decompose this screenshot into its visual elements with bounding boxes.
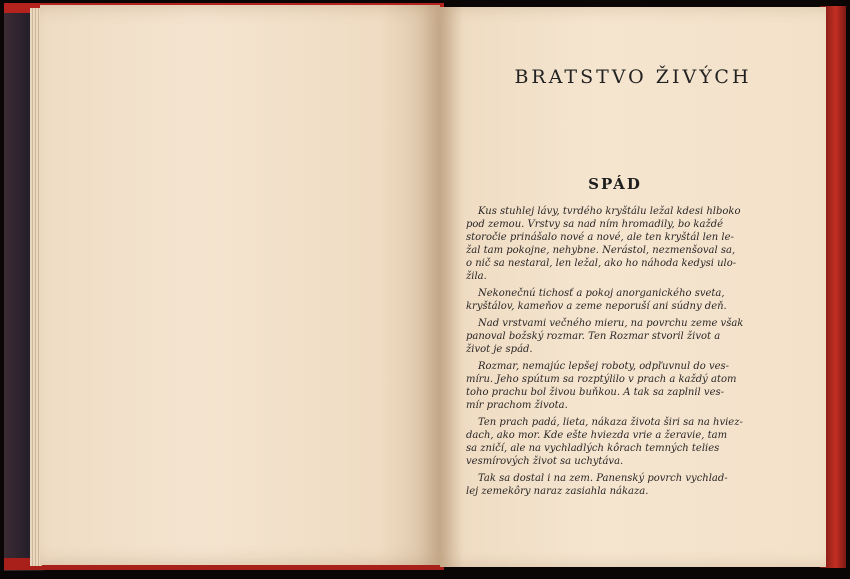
chapter-title: SPÁD bbox=[588, 175, 642, 193]
paragraph: Nekonečnú tichosť a pokoj anorganického sveta, kryštálov, kameňov a zeme neporuší ani súdny deň. bbox=[466, 288, 727, 312]
paragraph: Rozmar, nemajúc lepšej roboty, odpľuvnul do ves- míru. Jeho spútum sa rozptýlilo v prach a každý atom toho prachu bol živou buňkou. A tak sa zaplnil ves- mír prachom života. bbox=[466, 361, 737, 411]
body-text bbox=[466, 205, 762, 502]
paragraph: Tak sa dostal i na zem. Panenský povrch vychlad- lej zemekôry naraz zasiahla nákaza. bbox=[466, 473, 728, 497]
left-page-blank bbox=[40, 5, 440, 565]
paragraph: Ten prach padá, lieta, nákaza života širi sa na hviez- dach, ako mor. Kde ešte hviezda vrie a žeravie, tam sa zničí, ale na vychladlých kôrach temných telies vesmírových život sa uchytáva. bbox=[466, 417, 743, 467]
paragraph: Nad vrstvami večného mieru, na povrchu zeme však panoval božský rozmar. Ten Rozmar stvoril život a život je spád. bbox=[466, 318, 744, 355]
paragraph: Kus stuhlej lávy, tvrdého kryštálu ležal kdesi hlboko pod zemou. Vrstvy sa nad ním hromadily, bo každé storočie prinášalo nové a nové, ale ten kryštál len le- žal tam pokojne, nehybne. Nerástol, nezmenšoval sa, o nič sa nestaral, len ležal, ako ho náhoda kedysi ulo- žila. bbox=[466, 206, 741, 282]
book-title: BRATSTVO ŽIVÝCH bbox=[514, 66, 752, 88]
